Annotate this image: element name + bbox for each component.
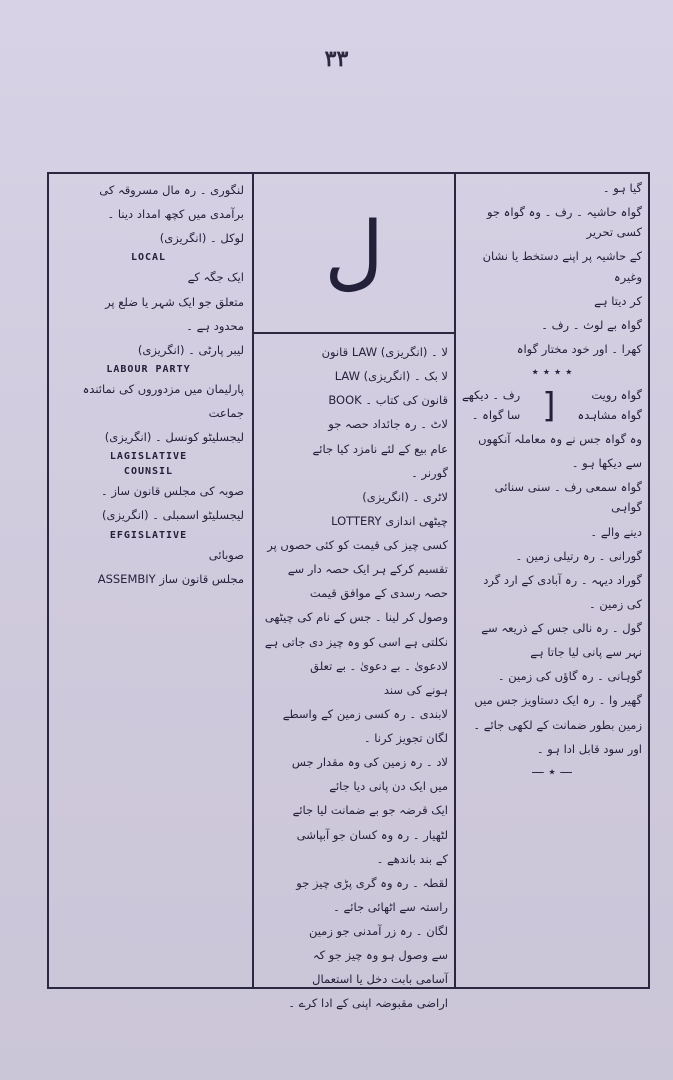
glossary-line: گول ۔ رہ نالی جس کے ذریعہ سے bbox=[481, 621, 642, 636]
glossary-line: سے دیکھا ہو ۔ bbox=[571, 456, 642, 471]
glossary-line: لا بک ۔ (انگریزی) LAW bbox=[334, 369, 448, 384]
glossary-frame bbox=[47, 172, 650, 1011]
glossary-line: لقطہ ۔ رہ وہ گری پڑی چیز جو bbox=[296, 875, 448, 890]
glossary-line: لیبر پارٹی ۔ (انگریزی) bbox=[137, 342, 244, 357]
glossary-line: لابندی ۔ رہ کسی زمین کے واسطے bbox=[282, 706, 448, 721]
glossary-line: اراضی مقبوضہ اپنی کے ادا کرے ۔ bbox=[288, 996, 448, 1011]
glossary-line: لاد ۔ رہ زمین کی وہ مقدار جس bbox=[291, 755, 448, 770]
right-column bbox=[454, 174, 648, 987]
star-separator: ٭ ٭ ٭ ٭ bbox=[531, 365, 573, 380]
glossary-line: پارلیمان میں مزدوروں کی نمائندہ bbox=[82, 381, 244, 396]
english-term: EFGISLATIVE bbox=[109, 529, 188, 541]
glossary-line: دینے والے ۔ bbox=[590, 524, 642, 539]
glossary-line: نکلتی ہے اسی کو وہ چیز دی جاتی ہے bbox=[264, 634, 448, 649]
glossary-line: لاٹری ۔ (انگریزی) bbox=[362, 489, 448, 504]
glossary-line: صوبہ کی مجلس قانون ساز ۔ bbox=[100, 484, 244, 499]
bracket-def-line: سا گواہ ۔ bbox=[471, 407, 521, 422]
bracket-entry bbox=[462, 386, 642, 425]
bracket-terms bbox=[578, 386, 642, 425]
glossary-line: لیجسلیٹو اسمبلی ۔ (انگریزی) bbox=[101, 508, 244, 523]
right-bottom-entries bbox=[462, 429, 642, 759]
glossary-line: حصہ رسدی کے موافق قیمت bbox=[309, 586, 448, 601]
glossary-line: لگان تجویز کرنا ۔ bbox=[363, 731, 448, 745]
glossary-line: لنگوری ۔ رہ مال مسروقہ کی bbox=[99, 183, 244, 197]
letter-box bbox=[254, 174, 454, 334]
glossary-line: وہ گواہ جس نے وہ معاملہ آنکھوں bbox=[478, 432, 642, 447]
glossary-line: کسی چیز کی قیمت کو کئی حصوں پر bbox=[267, 538, 448, 552]
glossary-line: صوبائی bbox=[208, 547, 244, 562]
glossary-line: قانون کی کتاب ۔ BOOK bbox=[328, 393, 448, 408]
glossary-line: میں ایک دن پانی دیا جائے bbox=[329, 779, 448, 794]
glossary-line: راستہ سے اٹھائی جائے ۔ bbox=[333, 899, 448, 914]
glossary-line: کے بند باندھے ۔ bbox=[376, 851, 448, 866]
glossary-line: زمین بطور ضمانت کے لکھی جائے ۔ bbox=[473, 717, 642, 732]
glossary-line: گواہ بے لوث ۔ رف ۔ bbox=[541, 317, 642, 332]
bracket-term: گواہ رویت bbox=[591, 388, 642, 402]
glossary-line: نہر سے پانی لیا جاتا ہے bbox=[530, 645, 642, 660]
glossary-line: لٹھیار ۔ رہ وہ کسان جو آبپاشی bbox=[296, 827, 448, 842]
bracket-icon: [ bbox=[542, 385, 556, 426]
glossary-line: گواہ حاشیہ ۔ رف ۔ وہ گواہ جو کسی تحریر bbox=[486, 205, 642, 240]
glossary-line: آسامی بابت دخل یا استعمال bbox=[312, 972, 448, 987]
glossary-line: کے حاشیہ پر اپنے دستخط یا نشان وغیرہ bbox=[482, 249, 642, 284]
glossary-line: گواہ سمعی رف ۔ سنی سنائی گواہی bbox=[494, 480, 642, 515]
glossary-line: کی زمین ۔ bbox=[588, 596, 642, 611]
glossary-line: سے وصول ہو وہ چیز جو کہ bbox=[312, 948, 448, 963]
glossary-line: کر دیتا ہے bbox=[594, 293, 642, 308]
glossary-line: لوکل ۔ (انگریزی) bbox=[159, 231, 244, 246]
right-top-entries bbox=[462, 178, 642, 359]
glossary-line: جماعت bbox=[208, 406, 244, 420]
glossary-line: چیٹھی اندازی LOTTERY bbox=[331, 513, 448, 528]
bracket-term: گواہ مشاہدہ bbox=[577, 407, 642, 422]
glossary-line: محدود ہے ۔ bbox=[186, 318, 244, 333]
glossary-line: گوراد دیہہ ۔ رہ آبادی کے ارد گرد bbox=[483, 572, 642, 587]
glossary-line: گیا ہو ۔ bbox=[602, 181, 642, 195]
glossary-line: گھیر وا ۔ رہ ایک دستاویز جس میں bbox=[474, 693, 642, 708]
glossary-line: لادعویٰ ۔ بے دعویٰ ۔ بے تعلق bbox=[310, 658, 448, 673]
english-term: COUNSIL bbox=[123, 466, 174, 478]
section-letter: ل bbox=[324, 205, 384, 300]
glossary-line: وصول کر لینا ۔ جس کے نام کی چیٹھی bbox=[264, 610, 448, 625]
glossary-line: گوہانی ۔ رہ گاؤں کی زمین ۔ bbox=[497, 669, 642, 684]
glossary-line: اور سود قابل ادا ہو ۔ bbox=[536, 741, 642, 756]
glossary-line: ایک جگہ کے bbox=[187, 270, 244, 285]
glossary-line: عام بیع کے لئے نامزد کیا جائے bbox=[312, 441, 448, 456]
glossary-line: کھرا ۔ اور خود مختار گواہ bbox=[516, 341, 642, 356]
end-divider: — ٭ — bbox=[531, 764, 573, 780]
bracket-definition bbox=[462, 386, 520, 425]
glossary-line: ہونے کی سند bbox=[383, 682, 448, 697]
english-term: LOCAL bbox=[130, 252, 167, 264]
glossary-line: گورنر ۔ bbox=[411, 465, 448, 480]
glossary-line: لا ۔ (انگریزی) LAW قانون bbox=[321, 345, 448, 359]
middle-entries bbox=[254, 334, 454, 1011]
bracket-def-line: رف ۔ دیکھے bbox=[462, 388, 521, 402]
middle-column bbox=[254, 174, 454, 1011]
glossary-line: تقسیم کرکے ہر ایک حصہ دار سے bbox=[287, 562, 448, 577]
glossary-line: برآمدی میں کچھ امداد دینا ۔ bbox=[107, 207, 244, 222]
english-term: LABOUR PARTY bbox=[106, 363, 191, 375]
glossary-line: متعلق جو ایک شہر یا ضلع پر bbox=[105, 294, 244, 309]
page-number: ۳۳ bbox=[324, 46, 349, 72]
glossary-line: ایک قرضہ جو بے ضمانت لیا جائے bbox=[292, 803, 448, 818]
english-term: LAGISLATIVE bbox=[109, 451, 188, 463]
glossary-line: لگان ۔ رہ زر آمدنی جو زمین bbox=[308, 924, 448, 938]
glossary-line: لاٹ ۔ رہ جائداد حصہ جو bbox=[328, 417, 448, 432]
glossary-line: لیجسلیٹو کونسل ۔ (انگریزی) bbox=[104, 430, 244, 445]
glossary-line: گورانی ۔ رہ رتیلی زمین ۔ bbox=[515, 548, 642, 563]
left-column bbox=[49, 174, 254, 987]
glossary-line: مجلس قانون ساز ASSEMBIY bbox=[97, 571, 244, 586]
